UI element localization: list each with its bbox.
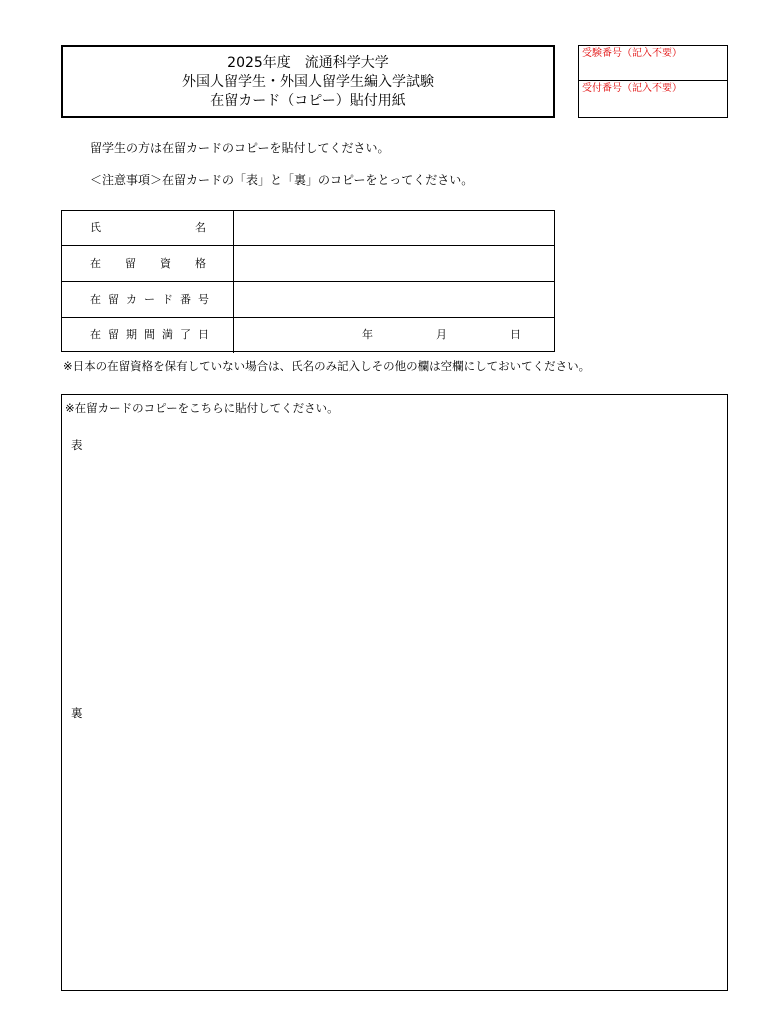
label-char: 了 [180,328,191,341]
front-label: 表 [71,438,83,452]
number-box-divider [579,80,727,81]
paste-area [61,394,728,991]
year-label: 年 [362,328,373,341]
row-expiry-date-label [62,318,234,353]
label-char: 番 [180,293,191,306]
label-char: 日 [198,328,209,341]
paste-instruction: ※在留カードのコピーをこちらに貼付してください。 [65,401,339,415]
exam-number-box [578,45,728,118]
title-line-2: 外国人留学生・外国人留学生編入学試験 [182,74,434,90]
label-char: 満 [162,328,173,341]
day-label: 日 [510,328,521,341]
label-char: 在 [90,293,101,306]
name-field[interactable] [234,211,554,245]
row-card-number-label [62,282,234,317]
label-char: 在 [90,257,101,270]
instruction-line-2: ＜注意事項＞在留カードの「表」と「裏」のコピーをとってください。 [90,173,474,187]
row-name-label [62,211,234,245]
back-label: 裏 [71,706,83,720]
expiry-date-field[interactable] [234,318,554,353]
label-char: カ [126,293,137,306]
row-expiry-date [62,318,554,353]
label-char: 留 [108,293,119,306]
label-char: 格 [195,257,206,270]
row-status [62,246,554,282]
label-char: 在 [90,328,101,341]
row-status-label [62,246,234,281]
label-char: 留 [108,328,119,341]
label-char: ー [144,293,155,306]
instruction-line-1: 留学生の方は在留カードのコピーを貼付してください。 [90,141,390,155]
note-text: ※日本の在留資格を保有していない場合は、氏名のみ記入しその他の欄は空欄にしておいてください。 [63,359,591,373]
label-char: 留 [125,257,136,270]
info-table [61,210,555,352]
row-name [62,211,554,246]
exam-number-label: 受験番号（記入不要） [582,48,682,59]
title-line-3: 在留カード（コピー）貼付用紙 [210,93,406,109]
label-char: 資 [160,257,171,270]
label-char: 間 [144,328,155,341]
status-field[interactable] [234,246,554,281]
card-number-field[interactable] [234,282,554,317]
label-char: 号 [198,293,209,306]
month-label: 月 [436,328,447,341]
label-char: ド [162,293,173,306]
receipt-number-label: 受付番号（記入不要） [582,83,682,94]
label-char: 名 [195,221,206,234]
title-box [61,45,555,118]
label-char: 期 [126,328,137,341]
row-card-number [62,282,554,318]
label-char: 氏 [90,221,101,234]
title-line-1: 2025年度 流通科学大学 [227,55,389,71]
